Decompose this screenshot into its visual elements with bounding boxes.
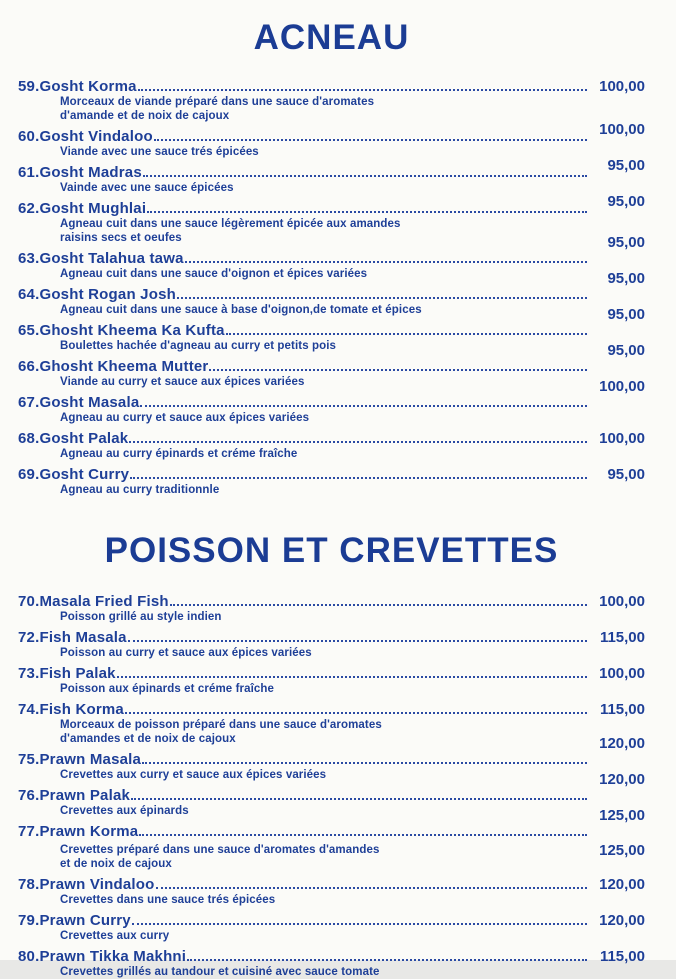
item-number: 77. [18,823,40,840]
item-description: Agneau au curry traditionnle [60,484,220,496]
item-number: 67. [18,394,40,411]
item-name: Fish Masala [39,629,127,646]
item-title-row [18,913,645,929]
leader-dots [170,604,587,606]
leader-dots [125,712,587,714]
item-number: 61. [18,164,40,181]
item-description: Morceaux de poisson préparé dans une sauce d'aromates [60,719,382,731]
item-description: Boulettes hachée d'agneau au curry et petits pois [60,340,337,352]
item-description: Poisson aux épinards et créme fraîche [60,683,274,695]
menu-sections [18,18,645,979]
leader-dots [138,89,587,91]
item-number: 66. [18,358,40,375]
item-extra-price: 125,00 [599,842,645,859]
item-number: 60. [18,128,40,145]
menu-item [18,157,645,195]
menu-item [18,431,645,461]
item-price: 100,00 [599,593,645,610]
leader-dots [154,139,587,141]
item-description: Viande avec une sauce trés épicées [60,146,259,158]
item-name: Gosht Madras [39,164,142,181]
item-description-row [60,146,645,159]
item-price: 115,00 [599,629,645,646]
item-price: 100,00 [599,78,645,95]
item-price: 100,00 [599,121,645,138]
item-number: 80. [18,948,40,965]
item-price: 120,00 [599,876,645,893]
menu-item [18,79,645,123]
item-title-row [18,702,645,718]
item-price: 95,00 [607,157,645,174]
item-description-row [60,110,645,123]
item-title-row [18,949,645,965]
item-name: Gosht Rogan Josh [39,286,176,303]
menu-item [18,949,645,979]
item-description-row [60,182,645,195]
item-number: 74. [18,701,40,718]
item-number: 65. [18,322,40,339]
item-title-row [18,594,645,610]
leader-dots [156,887,588,889]
item-price: 95,00 [607,342,645,359]
menu-item [18,702,645,746]
item-price: 100,00 [599,430,645,447]
leader-dots [185,261,587,263]
item-name: Prawn Masala [39,751,142,768]
item-description: Crevettes dans une sauce trés épicées [60,894,276,906]
item-description: Agneau cuit dans une sauce légèrement épicée aux amandes [60,218,401,230]
item-number: 69. [18,466,40,483]
item-title-row [18,666,645,682]
leader-dots [130,477,587,479]
item-price: 95,00 [607,193,645,210]
item-description-row [60,858,645,871]
item-description-row [60,611,645,624]
item-description: Crevettes aux curry et sauce aux épices variées [60,769,327,781]
item-price: 95,00 [607,306,645,323]
item-description-row [60,769,645,782]
item-number: 76. [18,787,40,804]
leader-dots [147,211,587,213]
item-description-row [60,647,645,660]
leader-dots [209,369,587,371]
leader-dots [132,923,587,925]
item-description: et de noix de cajoux [60,858,172,870]
item-price: 120,00 [599,735,645,752]
item-number: 63. [18,250,40,267]
item-name: Gosht Mughlai [39,200,147,217]
item-name: Fish Palak [39,665,116,682]
section-items [18,79,645,497]
item-description: Poisson au curry et sauce aux épices variées [60,647,312,659]
item-title-row [18,193,645,217]
leader-dots [143,175,587,177]
menu-item [18,913,645,943]
item-price: 115,00 [599,948,645,965]
item-description: Viande au curry et sauce aux épices variées [60,376,305,388]
item-description-row [60,683,645,696]
item-title-row [18,121,645,145]
item-description: Vainde avec une sauce épicées [60,182,234,194]
leader-dots [226,333,587,335]
leader-dots [128,640,587,642]
item-description-row [60,268,645,281]
item-price: 95,00 [607,466,645,483]
item-price: 120,00 [599,912,645,929]
item-price: 95,00 [607,270,645,287]
section-title: ACNEAU [253,18,410,57]
item-name: Ghosht Kheema Mutter [39,358,209,375]
item-description-row [60,448,645,461]
item-description-row [60,218,645,231]
section-title: POISSON ET CREVETTES [104,531,559,570]
item-description: Agneau au curry épinards et créme fraîche [60,448,298,460]
item-description-row [60,894,645,907]
menu-section [18,18,645,497]
item-name: Ghosht Kheema Ka Kufta [39,322,225,339]
item-description: Agneau cuit dans une sauce d'oignon et épices variées [60,268,368,280]
leader-dots [139,834,587,836]
menu-item [18,630,645,660]
item-number: 73. [18,665,40,682]
item-description-row [60,719,645,732]
item-price: 100,00 [599,665,645,682]
item-name: Prawn Tikka Makhni [39,948,187,965]
menu-item [18,594,645,624]
item-description: Poisson grillé au style indien [60,611,222,623]
item-name: Gosht Masala [39,394,140,411]
leader-dots [142,762,587,764]
leader-dots [131,798,587,800]
item-description-row [60,340,645,353]
leader-dots [117,676,587,678]
item-price: 125,00 [599,807,645,824]
item-description-row [60,484,645,497]
item-description-row [60,376,645,389]
menu-item [18,121,645,159]
item-number: 62. [18,200,40,217]
item-title-row [18,630,645,646]
item-number: 72. [18,629,40,646]
item-name: Fish Korma [39,701,124,718]
item-description: Agneau au curry et sauce aux épices variées [60,412,310,424]
item-number: 64. [18,286,40,303]
item-description-row [60,96,645,109]
item-description-row [60,805,645,818]
item-price: 95,00 [607,234,645,251]
item-name: Gosht Vindaloo [39,128,153,145]
item-price: 120,00 [599,771,645,788]
item-title-row [18,467,645,483]
item-name: Gosht Korma [39,78,137,95]
item-number: 79. [18,912,40,929]
item-name: Masala Fried Fish [39,593,169,610]
item-description: Crevettes aux épinards [60,805,189,817]
item-number: 78. [18,876,40,893]
item-name: Prawn Curry [39,912,131,929]
item-name: Prawn Vindaloo [39,876,155,893]
menu-item [18,666,645,696]
item-title-row [18,79,645,95]
item-description: d'amande et de noix de cajoux [60,110,230,122]
item-name: Gosht Talahua tawa [39,250,184,267]
item-number: 68. [18,430,40,447]
item-description: Crevettes aux curry [60,930,170,942]
item-price: 100,00 [599,378,645,395]
item-description: Agneau cuit dans une sauce à base d'oignon,de tomate et épices [60,304,422,316]
leader-dots [129,441,587,443]
item-description: raisins secs et oeufes [60,232,182,244]
item-description-row [60,966,645,979]
item-number: 59. [18,78,40,95]
item-description-row [60,930,645,943]
item-price: 115,00 [599,701,645,718]
item-name: Prawn Korma [39,823,139,840]
item-number: 70. [18,593,40,610]
item-description: Morceaux de viande préparé dans une sauce d'aromates [60,96,375,108]
item-description-row [60,304,645,317]
item-description-row [60,841,645,857]
menu-item [18,193,645,245]
item-description-row [60,412,645,425]
item-name: Prawn Palak [39,787,131,804]
leader-dots [177,297,587,299]
item-name: Gosht Palak [39,430,129,447]
menu-item [18,877,645,907]
item-description: Crevettes grillés au tandour et cuisiné avec sauce tomate [60,966,380,978]
leader-dots [187,959,587,961]
item-title-row [18,877,645,893]
item-description: Crevettes préparé dans une sauce d'aromates d'amandes [60,844,380,856]
item-description-row [60,232,645,245]
menu-item [18,467,645,497]
menu-section [18,531,645,979]
section-items [18,594,645,979]
leader-dots [140,405,587,407]
item-title-row [18,157,645,181]
item-description-row [60,733,645,746]
item-description: d'amandes et de noix de cajoux [60,733,236,745]
item-title-row [18,431,645,447]
item-number: 75. [18,751,40,768]
item-name: Gosht Curry [39,466,130,483]
